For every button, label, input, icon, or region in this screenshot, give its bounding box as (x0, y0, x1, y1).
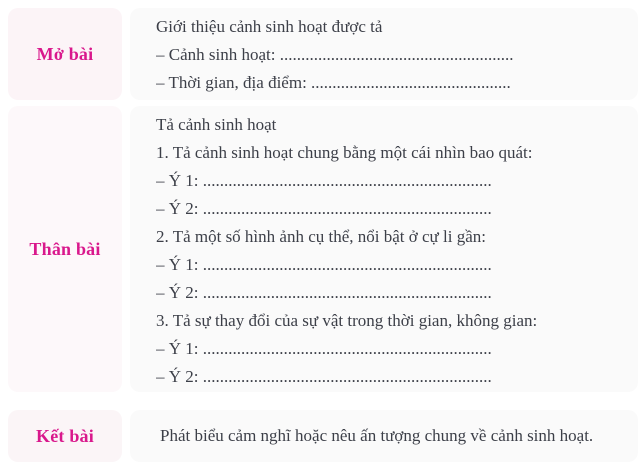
outline-line: – Cảnh sinh hoạt: ....................................................... (156, 45, 514, 64)
outline-line: – Thời gian, địa điểm: ............................................... (156, 73, 511, 92)
outline-section-row (8, 106, 638, 392)
outline-line: 1. Tả cảnh sinh hoạt chung bằng một cái nhìn bao quát: (156, 143, 533, 162)
outline-line: Giới thiệu cảnh sinh hoạt được tả (156, 17, 383, 36)
section-label: Kết bài (36, 425, 94, 446)
outline-section-row (8, 410, 638, 462)
outline-line: Tả cảnh sinh hoạt (156, 115, 277, 134)
section-label-box (8, 8, 122, 100)
section-label: Mở bài (36, 43, 94, 64)
outline-line: – Ý 2: .................................................................... (156, 283, 492, 302)
section-content-box (130, 8, 638, 100)
outline-line: Phát biểu cảm nghĩ hoặc nêu ấn tượng chung về cảnh sinh hoạt. (160, 426, 594, 445)
section-label-box (8, 106, 122, 392)
outline-line: – Ý 1: .................................................................... (156, 255, 492, 274)
outline-line: 2. Tả một số hình ảnh cụ thể, nổi bật ở cự li gần: (156, 227, 486, 246)
section-label-box (8, 410, 122, 462)
outline-line: – Ý 1: .................................................................... (156, 339, 492, 358)
outline-sections (8, 8, 638, 462)
section-label: Thân bài (29, 238, 101, 259)
outline-line: 3. Tả sự thay đổi của sự vật trong thời gian, không gian: (156, 311, 538, 330)
outline-section-row (8, 8, 638, 100)
outline-line: – Ý 1: .................................................................... (156, 171, 492, 190)
section-content-box (130, 106, 638, 392)
outline-line: – Ý 2: .................................................................... (156, 367, 492, 386)
outline-line: – Ý 2: .................................................................... (156, 199, 492, 218)
section-content-box (130, 410, 638, 462)
